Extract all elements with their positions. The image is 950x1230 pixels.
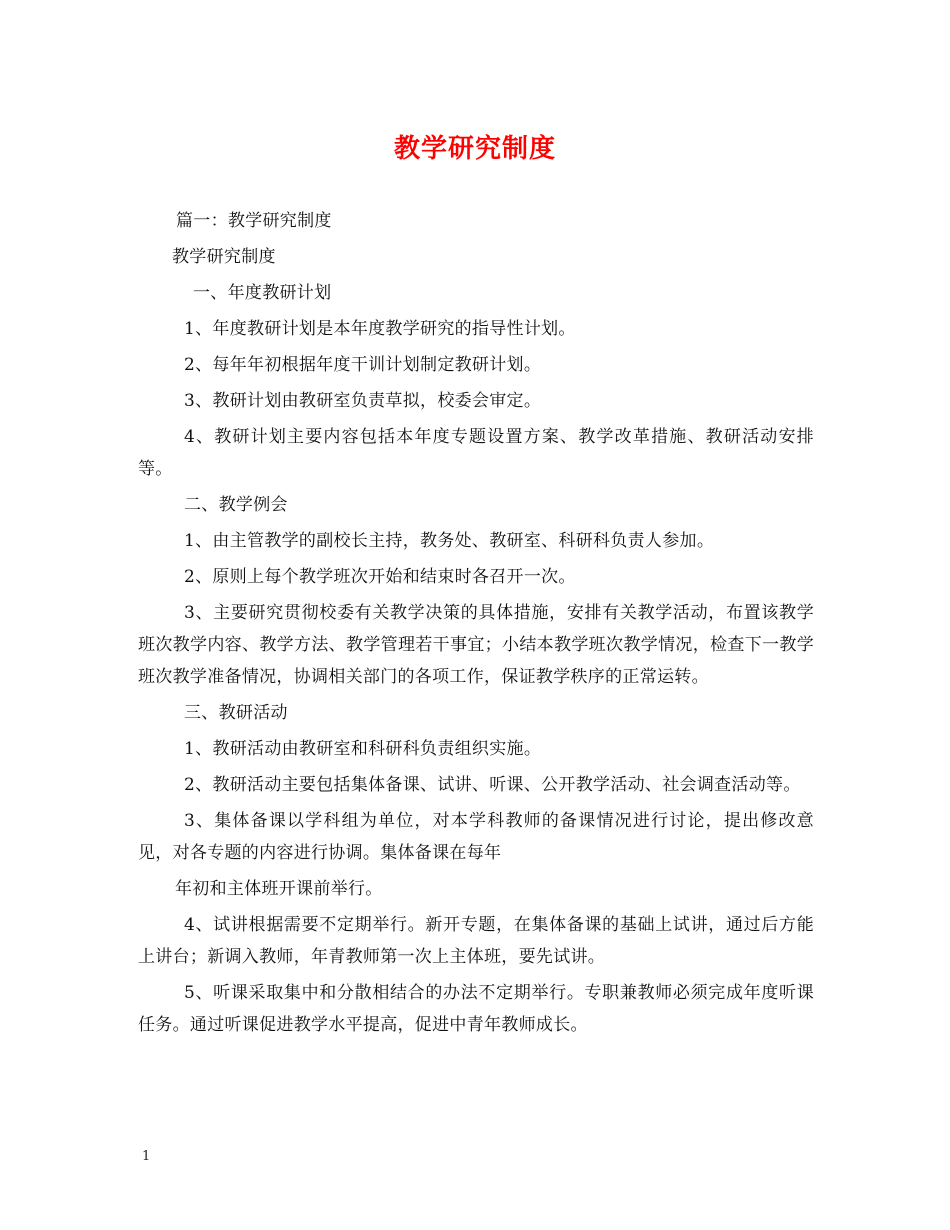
paragraph: 教学研究制度 bbox=[172, 247, 276, 267]
paragraph: 3、教研计划由教研室负责草拟，校委会审定。 bbox=[184, 391, 542, 411]
paragraph: 2、教研活动主要包括集体备课、试讲、听课、公开教学活动、社会调查活动等。 bbox=[184, 775, 801, 795]
paragraph: 三、教研活动 bbox=[184, 703, 288, 723]
paragraph: 1、由主管教学的副校长主持，教务处、教研室、科研科负责人参加。 bbox=[184, 531, 715, 551]
paragraph: 3、集体备课以学科组为单位，对本学科教师的备课情况进行讨论，提出修改意见，对各专题的内容进行协调。集体备课在每年 bbox=[138, 811, 814, 863]
paragraph: 2、原则上每个教学班次开始和结束时各召开一次。 bbox=[184, 567, 576, 587]
paragraph: 篇一：教学研究制度 bbox=[176, 211, 332, 231]
paragraph: 二、教学例会 bbox=[184, 495, 288, 515]
page-number: 1 bbox=[142, 1149, 151, 1164]
paragraph: 1、年度教研计划是本年度教学研究的指导性计划。 bbox=[184, 319, 576, 339]
paragraph: 2、每年年初根据年度干训计划制定教研计划。 bbox=[184, 355, 542, 375]
paragraph: 4、教研计划主要内容包括本年度专题设置方案、教学改革措施、教研活动安排等。 bbox=[138, 427, 814, 479]
paragraph: 3、主要研究贯彻校委有关教学决策的具体措施，安排有关教学活动，布置该教学班次教学内容、教学方法、教学管理若干事宜；小结本教学班次教学情况，检查下一教学班次教学准备情况，协调相关部门的各项工作，保证教学秩序的正常运转。 bbox=[138, 603, 814, 687]
paragraph: 一、年度教研计划 bbox=[193, 283, 332, 303]
paragraph: 4、试讲根据需要不定期举行。新开专题，在集体备课的基础上试讲，通过后方能上讲台；新调入教师，年青教师第一次上主体班，要先试讲。 bbox=[138, 915, 814, 967]
document-title: 教学研究制度 bbox=[393, 134, 556, 164]
paragraph: 年初和主体班开课前举行。 bbox=[175, 879, 383, 899]
paragraph: 1、教研活动由教研室和科研科负责组织实施。 bbox=[184, 739, 542, 759]
paragraph: 5、听课采取集中和分散相结合的办法不定期举行。专职兼教师必须完成年度听课任务。通过听课促进教学水平提高，促进中青年教师成长。 bbox=[138, 983, 814, 1035]
document-body bbox=[138, 205, 814, 1045]
